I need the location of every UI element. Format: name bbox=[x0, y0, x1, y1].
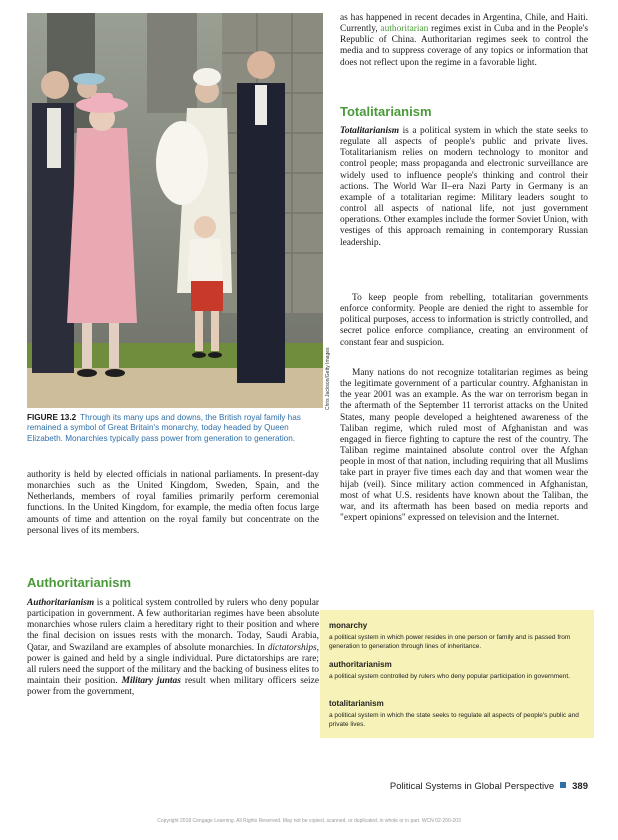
page-number: 389 bbox=[572, 781, 588, 792]
right-paragraph-authoritarian-examples: as has happened in recent decades in Argentina, Chile, and Haiti. Currently, authoritarian regimes exist in Cuba and in the People's Republic of China. Authoritarian regimes seek to control the media and to suppress coverage of any topics or information that does not reflect upon the regime in a favorable light. bbox=[340, 13, 588, 68]
heading-totalitarianism: Totalitarianism bbox=[340, 104, 432, 119]
glossary-term-totalitarianism: totalitarianism bbox=[329, 699, 384, 708]
glossary-definition-totalitarianism: a political system in which the state seeks to regulate all aspects of people's public and private lives. bbox=[329, 712, 579, 728]
footer-square-icon bbox=[560, 782, 566, 788]
page-footer bbox=[390, 781, 588, 792]
highlighted-term-authoritarian: authoritarian bbox=[380, 24, 429, 35]
running-title: Political Systems in Global Perspective bbox=[389, 781, 555, 792]
term-dictatorships: dictatorships bbox=[267, 642, 317, 653]
glossary-box bbox=[320, 610, 594, 738]
caption-text: Through its many ups and downs, the British royal family has remained a symbol of Great Britain's monarchy, today headed by Queen Elizabeth. Monarchies typically pass power from generation to generation. bbox=[27, 413, 301, 443]
right-paragraph-afghanistan bbox=[340, 368, 588, 524]
right-paragraph-conformity: To keep people from rebelling, totalitarian governments enforce conformity. People are denied the right to assemble for political purposes, access to information is strictly controlled, and secret police enforce compliance, creating an environment of constant fear and suspicion. bbox=[340, 293, 588, 348]
glossary-term-authoritarianism: authoritarianism bbox=[329, 660, 392, 669]
glossary-term-monarchy: monarchy bbox=[329, 621, 368, 630]
left-paragraph-monarchy-continued: authority is held by elected officials in national parliaments. In present-day monarchies such as the United Kingdom, Sweden, Spain, and the Netherlands, members of royal families primarily perform ceremonial functions. In the United Kingdom, for example, the media often focus large amounts of time and attention on the royal family but concentrate on the personal lives of its members. bbox=[27, 470, 319, 536]
photo-credit: Chris Jackson/Getty Images bbox=[325, 347, 331, 410]
key-term-totalitarianism: Totalitarianism bbox=[340, 126, 400, 136]
key-term-authoritarianism: Authoritarianism bbox=[27, 598, 95, 608]
term-military-juntas: Military juntas bbox=[121, 676, 181, 687]
copyright-notice: Copyright 2018 Cengage Learning. All Rights Reserved. May not be copied, scanned, or duplicated, in whole or in part. WCN 02-200-203 bbox=[157, 818, 461, 824]
afghanistan-text: Many nations do not recognize totalitarian regimes as being the legitimate government of a particular country. Afghanistan in the year 2001 was an example. As the war on terrorism began in the aftermath of the September 11 terrorist attacks on the United States, many people developed a heightened awareness of the Taliban regime, which ruled most of Afghanistan and was engaged in fierce fighting to capture the rest of the country. The Taliban regime maintained absolute control over the Afghan people in most of that nation, including requiring that all Muslims take part in prayer five times each day and that women wear the hijab (veil). Since military action commenced in Afghanistan, most of what U.S. residents have known about the Taliban, the war, and its aftermath has been based on media reports and "expert opinions" expressed on television and the Internet. bbox=[340, 368, 588, 524]
royal-family-photo bbox=[27, 13, 323, 408]
glossary-definition-authoritarianism: a political system controlled by rulers who deny popular participation in government. bbox=[329, 673, 570, 680]
glossary-definition-monarchy: a political system in which power resides in one person or family and is passed from generation to generation through lines of inheritance. bbox=[329, 634, 571, 650]
left-paragraph-authoritarianism: Authoritarianism is a political system controlled by rulers who deny popular participation in government. A few authoritarian regimes have been absolute monarchies whose rulers claim a hereditary right to their position and where the final decision on issues rests with the monarch. Today, Saudi Arabia, Qatar, and Swaziland are examples of absolute monarchies. In dictatorships, power is gained and held by a single individual. Pure dictatorships are rare; all rulers need the support of the military and the backing of business elites to maintain their position. Military juntas result when military officers seize power from the government, bbox=[27, 598, 319, 698]
figure-label: FIGURE 13.2 bbox=[27, 413, 77, 422]
right-paragraph-totalitarianism: Totalitarianism is a political system in which the state seeks to regulate all aspects of people's public and private lives. Totalitarianism relies on modern technology to monitor and control people; mass propaganda and electronic surveillance are widely used to influence people's thinking and control their actions. The World War II–era Nazi Party in Germany is an example of a totalitarian regime: Military leaders sought to control all aspects of national life, not just government operations. Other examples include the former Soviet Union, with vestiges of this approach remaining in contemporary Russian leadership. bbox=[340, 126, 588, 248]
figure-caption bbox=[27, 413, 319, 444]
heading-authoritarianism: Authoritarianism bbox=[27, 575, 132, 590]
